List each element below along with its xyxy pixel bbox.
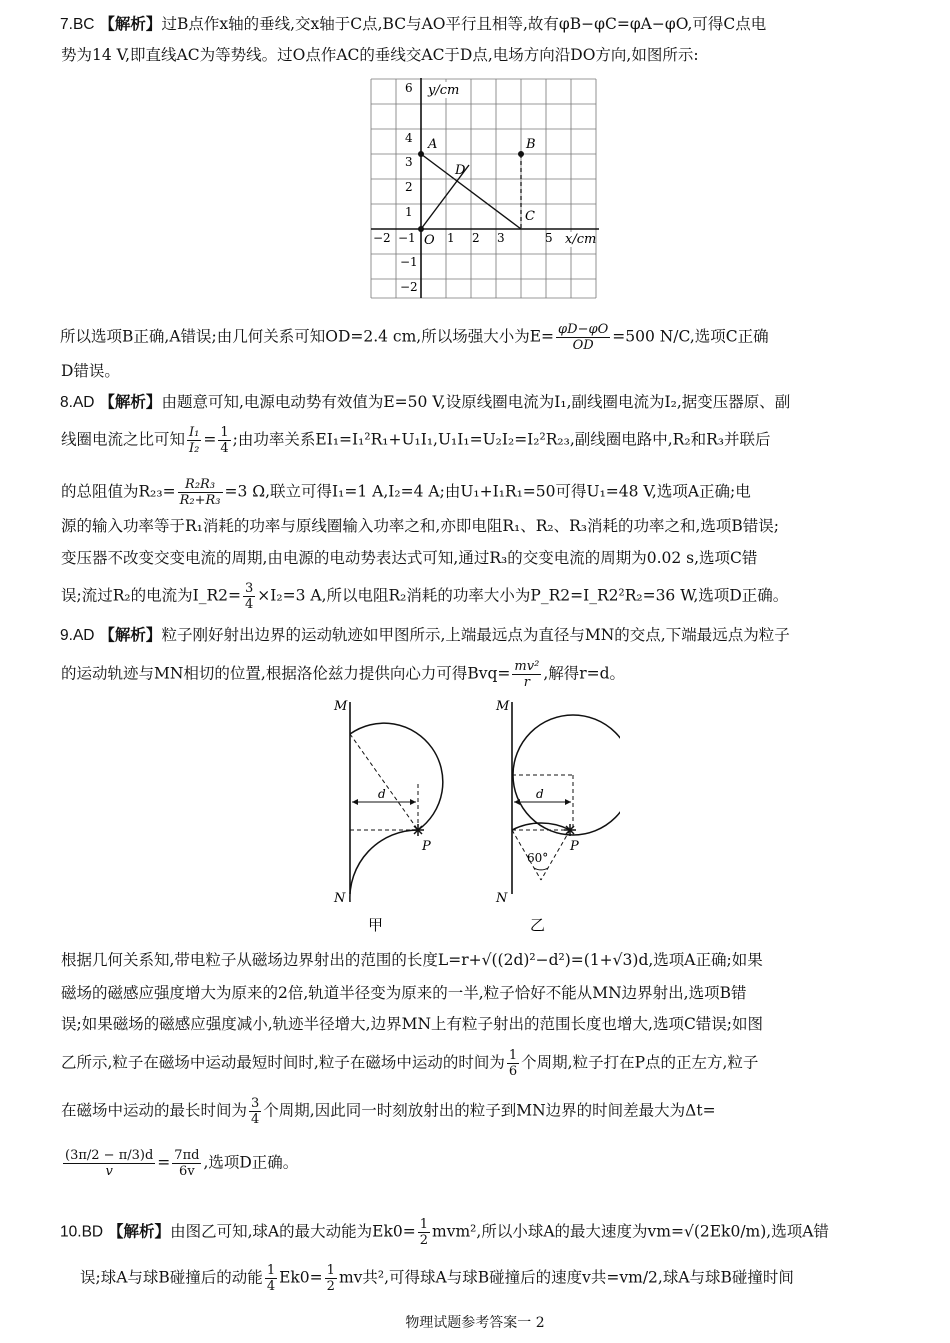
fraction-denominator: 2 bbox=[419, 1233, 429, 1248]
fraction-numerator: 1 bbox=[220, 425, 229, 440]
equals-sign: = bbox=[203, 430, 217, 449]
upper-trajectory bbox=[350, 723, 443, 830]
y-axis-label: y/cm bbox=[428, 83, 460, 98]
q8-text-4: 源的输入功率等于R₁消耗的功率与原线圈输入功率之和,亦即电阻R₁、R₂、R₃消耗的功率之和,选项B错误; bbox=[61, 517, 780, 535]
fraction-numerator: (3π/2 − π/3)d bbox=[65, 1148, 154, 1163]
q7-line-1 bbox=[60, 13, 766, 36]
q9-fraction-5 bbox=[172, 1148, 201, 1179]
fraction-denominator: 4 bbox=[245, 597, 254, 612]
label-d: d bbox=[536, 787, 544, 801]
q10-text-1a: 由图乙可知,球A的最大动能为Ek0= bbox=[170, 1222, 416, 1241]
q8-text-3a: 的总阻值为R₂₃= bbox=[61, 482, 176, 501]
fraction-denominator: I₂ bbox=[189, 441, 200, 456]
equals-sign: = bbox=[157, 1153, 171, 1172]
fraction-denominator: OD bbox=[572, 338, 594, 353]
q8-text-6b: ×I₂=3 A,所以电阻R₂消耗的功率大小为P_R2=I_R2²R₂=36 W,选项D正确。 bbox=[257, 586, 789, 605]
question-number: 7. bbox=[60, 16, 73, 33]
q7-text-2: 势为14 V,即直线AC为等势线。过O点作AC的垂线交AC于D点,电场方向沿DO方向,如图所示: bbox=[61, 46, 699, 64]
answer-choice: BD bbox=[81, 1223, 104, 1241]
label-D: D bbox=[455, 163, 466, 178]
q9-line-6 bbox=[61, 1048, 758, 1079]
q10-fraction-1 bbox=[418, 1217, 430, 1248]
fraction-numerator: 3 bbox=[245, 581, 254, 596]
label-N: N bbox=[496, 891, 508, 906]
q8-text-2b: ;由功率关系EI₁=I₁²R₁+U₁I₁,U₁I₁=U₂I₂=I₂²R₂₃,副线圈电路中,R₂和R₃并联后 bbox=[232, 430, 771, 449]
q8-text-3b: =3 Ω,联立可得I₁=1 A,I₂=4 A;由U₁+I₁R₁=50可得U₁=48 V,选项A正确;电 bbox=[224, 482, 751, 501]
analysis-tag: 【解析】 bbox=[99, 16, 162, 33]
analysis-tag: 【解析】 bbox=[99, 627, 162, 644]
y-tick: −1 bbox=[400, 255, 418, 269]
y-tick: 1 bbox=[405, 205, 413, 219]
q10-text-1b: mvm²,所以小球A的最大速度为vm=√(2Ek0/m),选项A错 bbox=[432, 1222, 829, 1241]
q9-text-6a: 乙所示,粒子在磁场中运动最短时间时,粒子在磁场中运动的时间为 bbox=[61, 1053, 505, 1072]
question-number: 8. bbox=[60, 394, 73, 411]
fraction-numerator: 1 bbox=[326, 1263, 335, 1278]
x-tick: 3 bbox=[497, 231, 505, 245]
x-tick: 2 bbox=[472, 231, 480, 245]
y-tick: 2 bbox=[405, 180, 413, 194]
q9-text-7b: 个周期,因此同一时刻放射出的粒子到MN边界的时间差最大为Δt= bbox=[263, 1101, 716, 1120]
fraction-numerator: φD−φO bbox=[558, 322, 609, 337]
label-P: P bbox=[422, 839, 431, 854]
q10-line-1 bbox=[60, 1217, 829, 1248]
q9-fraction-4 bbox=[63, 1148, 155, 1179]
q7-text-1: 过B点作x轴的垂线,交x轴于C点,BC与AO平行且相等,故有φB−φC=φA−φO,可得C点电 bbox=[161, 15, 767, 33]
fraction-denominator: 4 bbox=[251, 1112, 260, 1127]
coordinate-graph bbox=[366, 76, 606, 302]
q10-fraction-3 bbox=[325, 1263, 337, 1294]
q10-text-2a: 误;球A与球B碰撞后的动能 bbox=[80, 1268, 263, 1287]
q7-text-3b: =500 N/C,选项C正确 bbox=[612, 327, 769, 346]
q9-text-3: 根据几何关系知,带电粒子从磁场边界射出的范围的长度L=r+√((2d)²−d²)=(1+√3)d,选项A正确;如果 bbox=[61, 951, 763, 969]
q8-line-2 bbox=[61, 425, 770, 456]
q9-text-8b: ,选项D正确。 bbox=[203, 1153, 299, 1172]
q7-text-3a: 所以选项B正确,A错误;由几何关系可知OD=2.4 cm,所以场强大小为E= bbox=[60, 327, 555, 346]
fraction-denominator: 2 bbox=[326, 1279, 335, 1294]
q10-text-2mid: Ek0= bbox=[279, 1268, 323, 1287]
q9-line-2 bbox=[61, 659, 625, 690]
fraction-denominator: 6v bbox=[179, 1164, 195, 1179]
q8-fraction-3 bbox=[178, 477, 223, 508]
fraction-numerator: 3 bbox=[251, 1096, 260, 1111]
q9-line-7 bbox=[61, 1096, 716, 1127]
q8-fraction-1 bbox=[187, 425, 201, 456]
q9-line-8 bbox=[61, 1148, 298, 1179]
q7-fraction bbox=[556, 322, 610, 353]
q8-text-5: 变压器不改变交变电流的周期,由电源的电动势表达式可知,通过R₃的交变电流的周期为0.02 s,选项C错 bbox=[61, 549, 758, 567]
fraction-denominator: 4 bbox=[266, 1279, 276, 1294]
page-footer: 物理试题参考答案一 2 bbox=[405, 1315, 545, 1331]
q10-line-2 bbox=[80, 1263, 794, 1294]
caption-jia: 甲 bbox=[368, 916, 384, 934]
q9-fraction-3 bbox=[249, 1096, 261, 1127]
analysis-tag: 【解析】 bbox=[99, 394, 162, 411]
q8-fraction-4 bbox=[243, 581, 255, 612]
fraction-denominator: r bbox=[523, 675, 530, 690]
fraction-numerator: I₁ bbox=[189, 425, 200, 440]
q7-text-4: D错误。 bbox=[61, 362, 120, 380]
label-A: A bbox=[428, 137, 438, 152]
q9-text-7a: 在磁场中运动的最长时间为 bbox=[61, 1101, 248, 1120]
y-tick: 4 bbox=[405, 131, 413, 145]
y-tick: −2 bbox=[400, 280, 418, 294]
y-tick: 6 bbox=[405, 81, 413, 95]
question-number: 9. bbox=[60, 627, 73, 644]
x-tick: 1 bbox=[447, 231, 455, 245]
q9-text-2a: 的运动轨迹与MN相切的位置,根据洛伦兹力提供向心力可得Bvq= bbox=[61, 664, 511, 683]
fraction-numerator: 1 bbox=[266, 1263, 276, 1278]
fraction-numerator: mv² bbox=[514, 659, 540, 674]
question-number: 10. bbox=[60, 1223, 82, 1241]
figure-jia bbox=[328, 694, 448, 936]
angle-label: 60° bbox=[527, 851, 549, 865]
label-d: d bbox=[378, 787, 386, 801]
fraction-denominator: 6 bbox=[508, 1064, 518, 1079]
point-A bbox=[418, 151, 424, 157]
q8-line-6 bbox=[61, 581, 788, 612]
x-axis-label: x/cm bbox=[565, 232, 597, 247]
label-M: M bbox=[496, 699, 510, 714]
x-tick: 5 bbox=[545, 231, 553, 245]
diameter-line bbox=[350, 734, 418, 830]
q8-text-6a: 误;流过R₂的电流为I_R2= bbox=[61, 586, 241, 605]
q8-text-2a: 线圈电流之比可知 bbox=[61, 430, 186, 449]
q9-text-1: 粒子刚好射出边界的运动轨迹如甲图所示,上端最远点为直径与MN的交点,下端最远点为粒子 bbox=[161, 626, 790, 644]
label-N: N bbox=[334, 891, 346, 906]
q10-fraction-2 bbox=[265, 1263, 277, 1294]
point-O bbox=[418, 226, 424, 232]
answer-choice: AD bbox=[72, 627, 95, 644]
label-B: B bbox=[526, 137, 536, 152]
q8-text-1: 由题意可知,电源电动势有效值为E=50 V,设原线圈电流为I₁,副线圈电流为I₂,据变压器原、副 bbox=[161, 393, 791, 411]
label-M: M bbox=[334, 699, 348, 714]
fraction-numerator: 7πd bbox=[174, 1148, 200, 1163]
q9-text-6b: 个周期,粒子打在P点的正左方,粒子 bbox=[521, 1053, 759, 1072]
fraction-denominator: R₂+R₃ bbox=[179, 493, 221, 508]
fraction-denominator: v bbox=[105, 1164, 113, 1179]
answer-choice: AD bbox=[72, 394, 95, 411]
q8-fraction-2 bbox=[218, 425, 230, 456]
caption-yi: 乙 bbox=[530, 916, 546, 934]
fraction-numerator: 1 bbox=[419, 1217, 429, 1232]
q9-fraction-1 bbox=[512, 659, 541, 690]
label-O: O bbox=[424, 233, 435, 248]
q8-line-3 bbox=[61, 477, 751, 508]
label-C: C bbox=[525, 209, 535, 224]
fraction-numerator: R₂R₃ bbox=[178, 477, 223, 493]
y-tick: 3 bbox=[405, 155, 413, 169]
fraction-numerator: 1 bbox=[508, 1048, 518, 1063]
figure-yi bbox=[490, 694, 620, 936]
q10-text-2b: mv共²,可得球A与球B碰撞后的速度v共=vm/2,球A与球B碰撞时间 bbox=[338, 1268, 794, 1287]
q7-line-3 bbox=[60, 322, 769, 353]
answer-choice: BC bbox=[72, 16, 95, 33]
fraction-denominator: 4 bbox=[220, 441, 229, 456]
q9-text-2b: ,解得r=d。 bbox=[543, 664, 626, 683]
q8-line-1 bbox=[60, 391, 790, 414]
q9-text-5: 误;如果磁场的磁感应强度减小,轨迹半径增大,边界MN上有粒子射出的范围长度也增大,选项C错误;如图 bbox=[61, 1015, 764, 1033]
x-tick: −1 bbox=[398, 231, 416, 245]
q9-line-1 bbox=[60, 624, 790, 647]
label-P: P bbox=[570, 839, 579, 854]
q9-fraction-2 bbox=[507, 1048, 519, 1079]
q9-text-4: 磁场的磁感应强度增大为原来的2倍,轨道半径变为原来的一半,粒子恰好不能从MN边界射出,选项B错 bbox=[61, 984, 747, 1002]
x-tick: −2 bbox=[373, 231, 391, 245]
lower-trajectory bbox=[350, 830, 418, 902]
analysis-tag: 【解析】 bbox=[108, 1223, 171, 1241]
point-B bbox=[518, 151, 524, 157]
